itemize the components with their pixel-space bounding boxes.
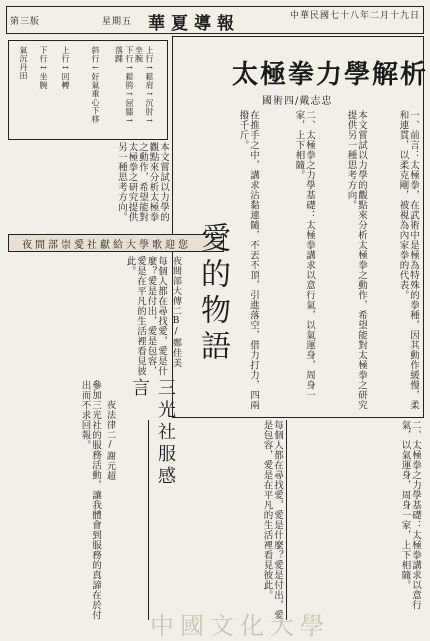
diagram-line: 下行↔坐腕: [39, 46, 48, 90]
diagram-line: 上行→鬆肩→沉肘→坐腕: [134, 46, 154, 126]
continuation-text: 本文嘗試以力學的觀點來分析太極拳之動作，希望能對太極拳之研究提供另一種思考方向。: [116, 142, 169, 222]
diagram-line: 斜行←好氣重心下移: [91, 46, 100, 124]
page-number: 第三版: [10, 17, 41, 27]
diagram-line: 上行↔回轉: [61, 46, 70, 90]
weekday: 星期五: [102, 17, 133, 27]
sanguang-text: 參加三光社的服務活動，讓我體會到服務的真諦在於付出而不求回報。: [79, 380, 101, 620]
column-divider: [286, 420, 287, 620]
taichi-text-col: 一、前言：太極拳，在武術中是極為特殊的拳種，因其動作緩慢，柔和連貫，以柔克剛，被視為內家拳的代表。: [397, 110, 419, 410]
diagram-line: 氣沉丹田: [19, 46, 28, 80]
love-story-text: 每個人都在尋找愛，愛是什麼？愛是付出，愛是包容，愛是在平凡的生活裡看見彼此。: [124, 256, 167, 376]
diagram-line: 下行→鬆胯→屈膝→落踝: [114, 46, 134, 126]
column-divider: [148, 420, 149, 620]
taichi-text-col: 在推手之中，講求沾黏連隨，不丟不頂，引進落空，借力打力，四兩撥千斤。: [237, 110, 259, 410]
lower-text-col: 二、太極拳之力學基礎：太極拳講求以意行氣，以氣運身，周身一家，上下相隨。: [399, 420, 421, 610]
club-banner-text: 夜間部崇愛社獻給大學歌迎您: [22, 240, 191, 251]
lower-text-col: 每個人都在尋找愛，愛是什麼？愛是付出，愛是包容，愛是在平凡的生活裡看見彼此。: [261, 420, 283, 620]
love-story-title: 愛的物語: [195, 222, 230, 366]
issue-date: 中華民國七十八年二月十九日: [289, 11, 420, 21]
taichi-author: 國術四/戴志忠: [262, 96, 333, 107]
taichi-text-col: 二、太極拳之力學基礎：太極拳講求以意行氣，以氣運身，周身一家，上下相隨。: [293, 110, 315, 400]
taichi-text-col: 本文嘗試以力學的觀點來分析太極拳之動作，希望能對太極拳之研究提供另一種思考方向。: [345, 110, 367, 410]
sanguang-author: 夜法律二/謝元超: [105, 400, 115, 481]
sanguang-title: 三光社服感言: [129, 378, 176, 488]
watermark: 中國文化大學: [150, 612, 330, 640]
masthead: 華夏導報: [148, 14, 240, 34]
love-story-author: 夜間部大傳二B/鄭佳美: [171, 256, 181, 368]
taichi-title: 太極拳力學解析: [232, 60, 429, 90]
